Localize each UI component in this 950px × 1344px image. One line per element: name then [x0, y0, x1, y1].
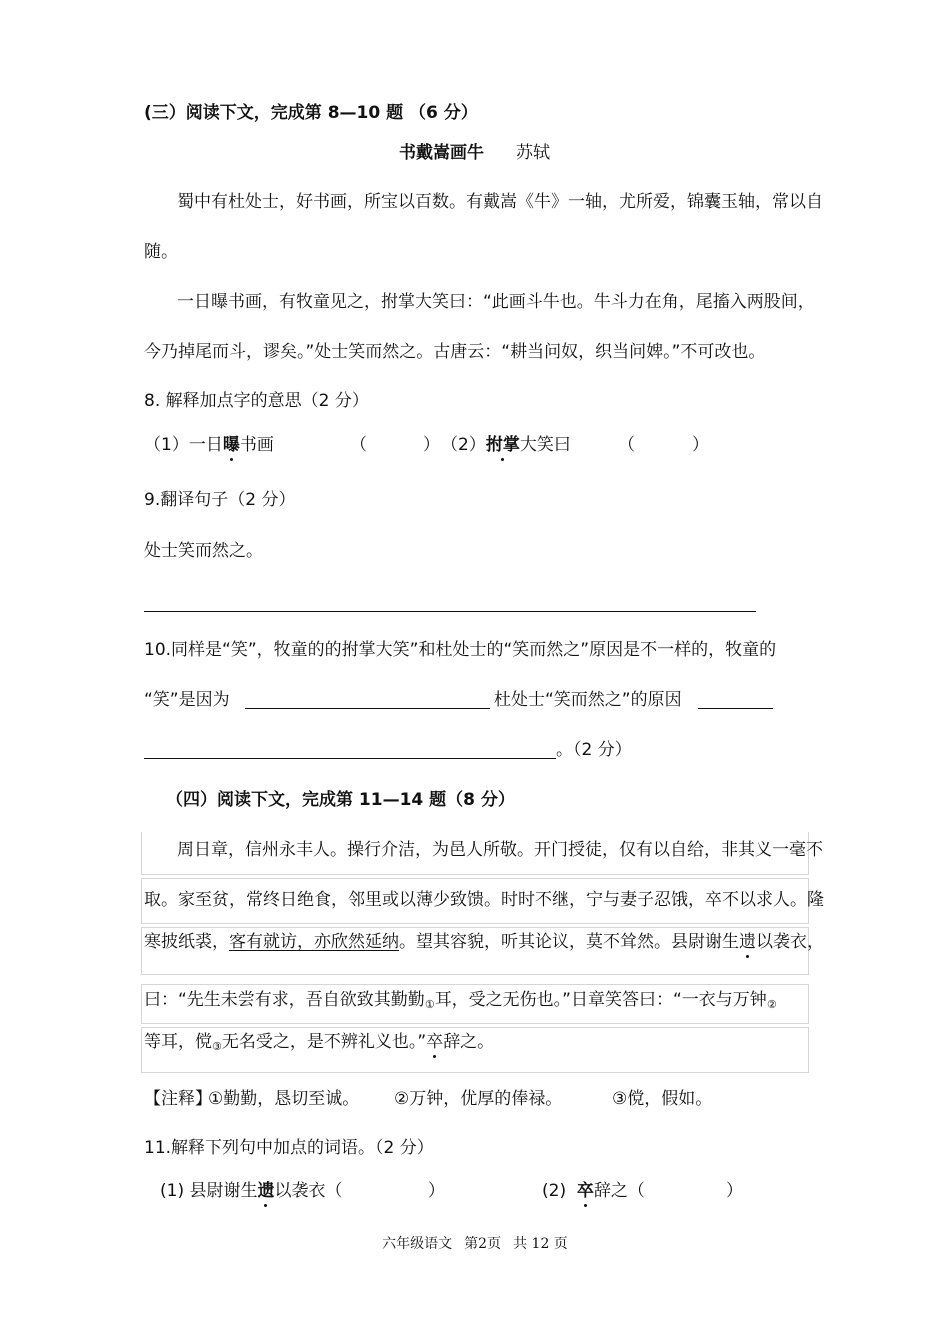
- passage-line: 随。: [144, 242, 178, 262]
- item-suffix[interactable]: 辞之（: [593, 1181, 645, 1201]
- poem-author: 苏轼: [516, 143, 550, 163]
- question-10-line-1: 10.同样是“笑”，牧童的的拊掌大笑”和杜处士的“笑而然之”原因是不一样的，牧童的: [144, 640, 777, 660]
- note-2: ②万钟，优厚的俸禄。: [394, 1089, 563, 1109]
- section3-heading: (三）阅读下文，完成第 8—10 题 （6 分）: [144, 103, 478, 123]
- question-10-line-2b: 杜处士“笑而然之”的原因: [494, 690, 682, 710]
- question-8-item-1: [144, 433, 274, 457]
- footer-total: 共 12 页: [513, 1236, 568, 1252]
- answer-blank-open[interactable]: （: [350, 435, 367, 455]
- text-segment: 。望其容貌，听其论议，莫不耸然。县尉谢生: [399, 932, 739, 952]
- poem-title: 书戴嵩画牛: [399, 143, 484, 163]
- footer-subject: 六年级语文: [382, 1236, 453, 1252]
- question-11-stem: 11.解释下列句中加点的词语。（2 分）: [144, 1138, 434, 1158]
- answer-line[interactable]: [698, 708, 773, 709]
- dotted-character: 拊掌: [485, 435, 520, 455]
- answer-blank-close: ）: [428, 1181, 445, 1201]
- answer-blank-close: ）: [423, 435, 440, 455]
- answer-line[interactable]: [245, 708, 490, 709]
- notes-label: 【注释】: [144, 1089, 212, 1109]
- dotted-character: 遗: [739, 932, 756, 952]
- answer-blank-close: ）: [692, 435, 709, 455]
- footnote-marker: ③: [212, 1040, 222, 1053]
- text-segment: 等耳，傥: [144, 1032, 212, 1052]
- passage-line: 一日曝书画，有牧童见之，拊掌大笑曰：“此画斗牛也。牛斗力在角，尾搐入两股间，: [177, 292, 815, 312]
- item-prefix: (1) 县尉谢生: [160, 1181, 258, 1201]
- dotted-character: 卒: [426, 1032, 444, 1052]
- question-8-item-2: [441, 433, 571, 457]
- text-segment: 曰：“先生未尝有求，吾自欲致其勤勤: [144, 990, 425, 1010]
- answer-blank-close: ）: [726, 1181, 743, 1201]
- question-11-item-1: [160, 1179, 342, 1203]
- text-segment: 辞之。: [443, 1032, 495, 1052]
- text-segment: 以袭衣，: [756, 932, 824, 952]
- dotted-character: 遗: [257, 1181, 275, 1201]
- note-1: ①勤勤，恳切至诚。: [208, 1089, 360, 1109]
- answer-line[interactable]: [144, 758, 556, 759]
- item-prefix: （1）一日: [144, 435, 223, 455]
- passage-line: [144, 1030, 494, 1059]
- note-3: ③傥，假如。: [612, 1089, 713, 1109]
- dotted-character: 卒: [576, 1181, 594, 1201]
- dotted-character: 曝: [222, 435, 240, 455]
- answer-line[interactable]: [144, 611, 756, 612]
- question-10-points: 。（2 分）: [556, 740, 632, 760]
- item-suffix[interactable]: 以袭衣（: [274, 1181, 343, 1201]
- passage-line: 蜀中有杜处士，好书画，所宝以百数。有戴嵩《牛》一轴，尤所爱，锦囊玉轴，常以自: [177, 192, 823, 212]
- passage-line: [144, 930, 824, 954]
- footer-page: 第2页: [464, 1236, 502, 1252]
- item-prefix: （2）: [441, 435, 486, 455]
- item-suffix: 书画: [239, 435, 274, 455]
- footnote-marker: ①: [424, 998, 435, 1011]
- passage-line: 取。家至贫，常终日绝食，邻里或以薄少致馈。时时不继，宁与妻子忍饿，卒不以求人。隆: [144, 890, 824, 910]
- text-segment: 寒披纸裘，: [144, 932, 229, 952]
- underlined-phrase: 客有就访，亦欣然延纳: [229, 932, 399, 952]
- passage-line: 周日章，信州永丰人。操行介洁，为邑人所敬。开门授徒，仅有以自给，非其义一毫不: [177, 840, 823, 860]
- text-segment: 耳，受之无伤也。”日章笑答曰：“一衣与万钟: [434, 990, 767, 1010]
- question-9-sentence: 处士笑而然之。: [144, 541, 263, 561]
- question-10-line-2a: “笑”是因为: [144, 690, 230, 710]
- passage-line: [144, 988, 777, 1017]
- section4-heading: （四）阅读下文，完成第 11—14 题（8 分）: [166, 790, 515, 810]
- passage-line: 今乃掉尾而斗，谬矣。”处士笑而然之。古唐云：“耕当问奴，织当问婢。”不可改也。: [144, 342, 766, 362]
- footnote-marker: ②: [766, 998, 777, 1011]
- question-9-stem: 9.翻译句子（2 分）: [144, 490, 296, 510]
- item-prefix: (2): [542, 1181, 577, 1201]
- answer-blank-open[interactable]: （: [618, 435, 635, 455]
- text-segment: 无名受之，是不辨礼义也。”: [221, 1032, 427, 1052]
- page-footer: [0, 1233, 950, 1253]
- item-suffix: 大笑曰: [519, 435, 571, 455]
- question-8-stem: 8. 解释加点字的意思（2 分）: [144, 391, 369, 411]
- question-11-item-2: [542, 1179, 645, 1203]
